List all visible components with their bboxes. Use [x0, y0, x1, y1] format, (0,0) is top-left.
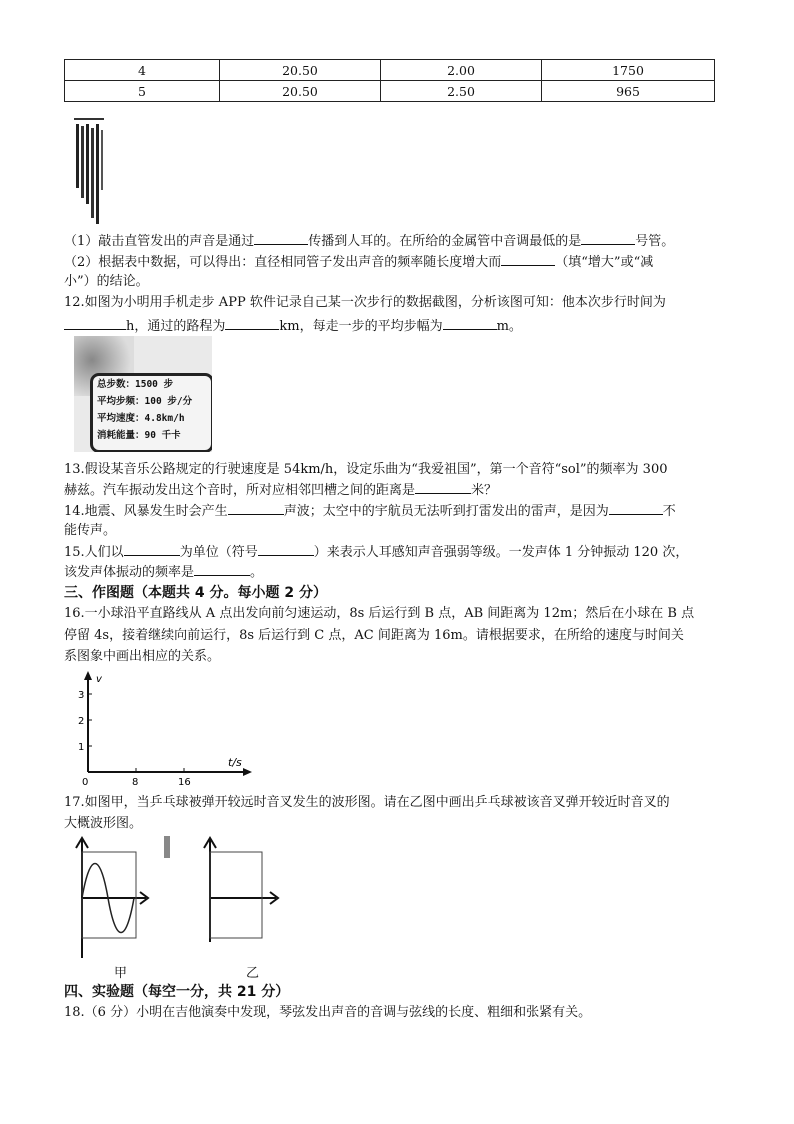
- label-jia: 甲: [114, 966, 128, 981]
- scan-mark: [164, 836, 170, 858]
- table-cell: 965: [542, 81, 715, 102]
- x-axis-arrow-icon: [243, 768, 252, 776]
- answer-blank[interactable]: [254, 232, 308, 245]
- y-tick-label: 3: [78, 690, 85, 701]
- table-cell: 20.50: [220, 81, 381, 102]
- label-yi: 乙: [246, 966, 260, 981]
- x-tick-label: 0: [82, 777, 89, 788]
- table-cell: 2.50: [381, 81, 542, 102]
- q17-line1: 17.如图甲，当乒乓球被弹开较远时音叉发生的波形图。请在乙图中画出乒乓球被该音叉弹开较近时音叉的: [64, 795, 670, 810]
- table-row: [65, 60, 715, 81]
- answer-blank[interactable]: [415, 481, 471, 494]
- velocity-time-graph[interactable]: [76, 668, 256, 790]
- pipe-data-table: [64, 59, 715, 102]
- q12-line2: h，通过的路程为 km，每走一步的平均步幅为 m。: [64, 317, 522, 336]
- q11-part2-cont: 小”）的结论。: [64, 274, 149, 289]
- q16-line3: 系图象中画出相应的关系。: [64, 649, 221, 664]
- q13-line1: 13.假设某音乐公路规定的行驶速度是 54km/h，设定乐曲为“我爱祖国”，第一个音符“sol”的频率为 300: [64, 462, 668, 477]
- app-speed: 平均速度：4.8km/h: [97, 413, 185, 424]
- table-cell: 4: [65, 60, 220, 81]
- q15-line2: 该发声体振动的频率是 。: [64, 565, 264, 580]
- q17-line2: 大概波形图。: [64, 816, 143, 831]
- answer-blank[interactable]: [609, 502, 663, 515]
- q11-part2: （2）根据表中数据，可以得出：直径相同管子发出声音的频率随长度增大而 （填“增大”或“减: [64, 255, 654, 270]
- q16-line2: 停留 4s，接着继续向前运行，8s 后运行到 C 点，AC 间距离为 16m。请根据要求，在所给的速度与时间关: [64, 628, 684, 643]
- table-cell: 20.50: [220, 60, 381, 81]
- waveform-figures: [70, 832, 310, 964]
- app-stats-panel: [90, 373, 212, 452]
- y-tick-label: 2: [78, 716, 85, 727]
- q12-line1: 12.如图为小明用手机走步 APP 软件记录自己某一次步行的数据截图，分析该图可知：他本次步行时间为: [64, 295, 666, 310]
- answer-blank[interactable]: [501, 253, 555, 266]
- y-tick-label: 1: [78, 742, 85, 753]
- q16-line1: 16.一小球沿平直路线从 A 点出发向前匀速运动，8s 后运行到 B 点，AB 间距离为 12m；然后在小球在 B 点: [64, 606, 695, 621]
- app-energy: 消耗能量：90 千卡: [97, 430, 181, 441]
- x-tick-label: 16: [178, 777, 191, 788]
- graph-y-label: v: [96, 674, 102, 685]
- answer-blank[interactable]: [225, 317, 279, 330]
- y-axis-arrow-icon: [84, 671, 92, 680]
- table-cell: 1750: [542, 60, 715, 81]
- answer-blank[interactable]: [124, 543, 180, 556]
- answer-blank[interactable]: [194, 563, 250, 576]
- yi-frame: [210, 852, 262, 938]
- answer-blank[interactable]: [581, 232, 635, 245]
- hanging-pipes-image: [70, 112, 110, 224]
- q15-line1: 15.人们以 为单位（符号 ）来表示人耳感知声音强弱等级。一发声体 1 分钟振动 120 次，: [64, 545, 689, 560]
- table-cell: 2.00: [381, 60, 542, 81]
- step-app-screenshot: [74, 336, 212, 452]
- q13-line2: 赫兹。汽车振动发出这个音时，所对应相邻凹槽之间的距离是 米？: [64, 483, 498, 498]
- answer-blank[interactable]: [228, 502, 284, 515]
- q14-line1: 14.地震、风暴发生时会产生 声波；太空中的宇航员无法听到打雷发出的雷声，是因为 不: [64, 504, 676, 519]
- section-3-heading: 三、作图题（本题共 4 分。每小题 2 分）: [64, 585, 327, 601]
- q11-part1: （1）敲击直管发出的声音是通过 传播到人耳的。在所给的金属管中音调最低的是 号管。: [64, 234, 675, 249]
- answer-blank[interactable]: [443, 317, 497, 330]
- section-4-heading: 四、实验题（每空一分，共 21 分）: [64, 984, 290, 1000]
- app-cadence: 平均步频：100 步/分: [97, 396, 193, 407]
- table-cell: 5: [65, 81, 220, 102]
- answer-blank[interactable]: [258, 543, 314, 556]
- x-tick-label: 8: [132, 777, 139, 788]
- q14-line2: 能传声。: [64, 523, 117, 538]
- table-row: [65, 81, 715, 102]
- app-total-steps: 总步数：1500 步: [97, 379, 174, 390]
- graph-x-label: t/s: [228, 756, 242, 769]
- answer-blank[interactable]: [64, 317, 126, 330]
- q18-line1: 18.（6 分）小明在吉他演奏中发现，琴弦发出声音的音调与弦线的长度、粗细和张紧有关。: [64, 1005, 592, 1020]
